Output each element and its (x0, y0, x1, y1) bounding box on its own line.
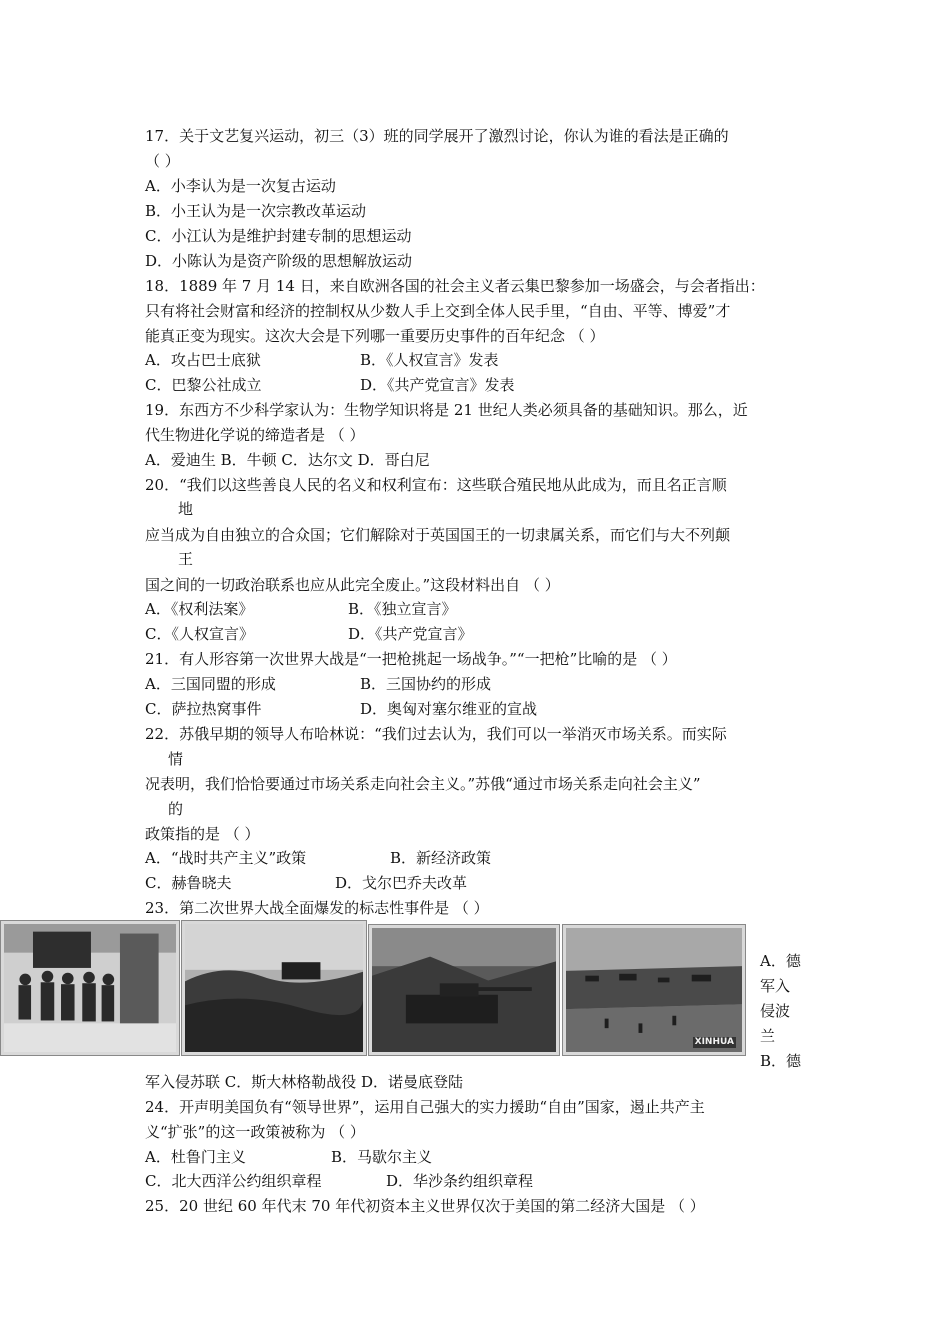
q23-side-options (760, 949, 810, 1074)
q21-stem: 21．有人形容第一次世界大战是“一把枪挑起一场战争。”“一把枪”比喻的是 （ ） (145, 650, 677, 668)
q24-stem-line2: 义“扩张”的这一政策被称为 （ ） (145, 1123, 365, 1141)
q19-stem-line1: 19．东西方不少科学家认为：生物学知识将是 21 世纪人类必须具备的基础知识。那么，近 (145, 401, 748, 419)
q23-side-line2: 军入 (760, 977, 791, 995)
q22-stem-line2-wrap: 的 (168, 800, 184, 818)
q23-side-line1: A．德 (760, 952, 801, 970)
q18-stem-line1: 18．1889 年 7 月 14 日，来自欧洲各国的社会主义者云集巴黎参加一场盛会，与会者指出： (145, 277, 765, 295)
q22-option-d: D．戈尔巴乔夫改革 (335, 874, 468, 892)
q19-stem-line2: 代生物进化学说的缔造者是 （ ） (145, 426, 365, 444)
q17-stem-line1: 17．关于文艺复兴运动，初三（3）班的同学展开了激烈讨论，你认为谁的看法是正确的 (145, 127, 729, 145)
q20-stem-line2: 应当成为自由独立的合众国；它们解除对于英国国王的一切隶属关系，而它们与大不列颠 (145, 526, 731, 544)
q20-option-d: D．《共产党宣言》 (348, 625, 473, 643)
photo-troops-marching (1, 921, 179, 1055)
q17-option-c: C．小江认为是维护封建专制的思想运动 (145, 227, 412, 245)
q24-option-d: D．华沙条约组织章程 (386, 1172, 534, 1190)
q22-stem-line3: 政策指的是 （ ） (145, 825, 260, 843)
q20-option-a: A．《权利法案》 (145, 600, 254, 618)
q22-stem-line1-wrap: 情 (168, 750, 184, 768)
q22-stem-line2: 况表明，我们恰恰要通过市场关系走向社会主义。”苏俄“通过市场关系走向社会主义” (145, 775, 701, 793)
photo-caption-xinhua: XINHUA (694, 1037, 734, 1047)
q23-side-line3: 侵波 (760, 1002, 791, 1020)
q20-option-b: B．《独立宣言》 (348, 600, 457, 618)
q18-option-a: A．攻占巴士底狱 (145, 351, 261, 369)
q17-option-a: A．小李认为是一次复古运动 (145, 177, 336, 195)
q21-option-b: B．三国协约的形成 (360, 675, 492, 693)
q23-stem: 23．第二次世界大战全面爆发的标志性事件是 （ ） (145, 899, 489, 917)
photo-beach-landing (563, 925, 745, 1055)
q22-option-a: A．“战时共产主义”政策 (145, 849, 307, 867)
q24-option-b: B．马歇尔主义 (331, 1148, 433, 1166)
q18-stem-line2: 只有将社会财富和经济的控制权从少数人手上交到全体人民手里，“自由、平等、博爱”才 (145, 302, 731, 320)
q23-side-line4: 兰 (760, 1027, 776, 1045)
q17-option-b: B．小王认为是一次宗教改革运动 (145, 202, 367, 220)
q23-options-cont: 军入侵苏联 C．斯大林格勒战役 D．诺曼底登陆 (145, 1073, 464, 1091)
q20-stem-line1-wrap: 地 (178, 500, 194, 518)
q24-option-a: A．杜鲁门主义 (145, 1148, 246, 1166)
q25-stem: 25．20 世纪 60 年代末 70 年代初资本主义世界仅次于美国的第二经济大国是 （ ） (145, 1197, 705, 1215)
q21-option-c: C．萨拉热窝事件 (145, 700, 262, 718)
q20-stem-line1: 20．“我们以这些善良人民的名义和权利宣布：这些联合殖民地从此成为，而且名正言顺 (145, 476, 727, 494)
q24-option-c: C．北大西洋公约组织章程 (145, 1172, 322, 1190)
q22-option-b: B．新经济政策 (390, 849, 492, 867)
q20-stem-line2-wrap: 王 (178, 550, 194, 568)
q18-option-b: B．《人权宣言》发表 (360, 351, 499, 369)
q17-stem-line2: （ ） (145, 152, 180, 170)
q18-option-c: C．巴黎公社成立 (145, 376, 262, 394)
q24-stem-line1: 24．开声明美国负有“领导世界”，运用自己强大的实力援助“自由”国家，遏止共产主 (145, 1098, 705, 1116)
photo-tanks-field (182, 921, 366, 1055)
q18-stem-line3: 能真正变为现实。这次大会是下列哪一重要历史事件的百年纪念 （ ） (145, 327, 605, 345)
q21-option-d: D．奥匈对塞尔维亚的宣战 (360, 700, 538, 718)
photo-tank-ruins (369, 925, 559, 1055)
q20-option-c: C．《人权宣言》 (145, 625, 254, 643)
q17-option-d: D．小陈认为是资产阶级的思想解放运动 (145, 252, 413, 270)
q23-side-line5: B．德 (760, 1052, 802, 1070)
q20-stem-line3: 国之间的一切政治联系也应从此完全废止。”这段材料出自 （ ） (145, 576, 560, 594)
q19-options: A．爱迪生 B．牛顿 C．达尔文 D．哥白尼 (145, 451, 430, 469)
q18-option-d: D．《共产党宣言》发表 (360, 376, 515, 394)
q21-option-a: A．三国同盟的形成 (145, 675, 276, 693)
q22-stem-line1: 22．苏俄早期的领导人布哈林说：“我们过去认为，我们可以一举消灭市场关系。而实际 (145, 725, 727, 743)
q22-option-c: C．赫鲁晓夫 (145, 874, 232, 892)
